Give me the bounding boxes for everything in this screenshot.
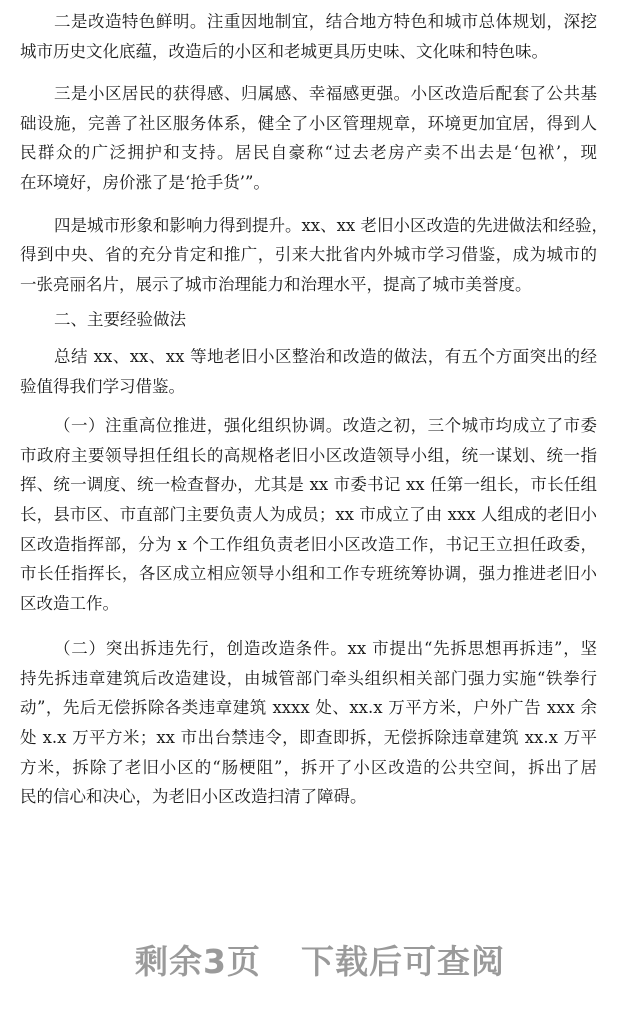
text-line: 动”，先后无偿拆除各类违章建筑 xxxx 处、xx.x 万平方米，户外广告 xxx 余 (20, 698, 597, 718)
text-line: 得到中央、省的充分肯定和推广，引来大批省内外城市学习借鉴，成为城市的 (20, 245, 597, 265)
paragraph (20, 342, 597, 401)
text-line: 区改造指挥部，分为 x 个工作组负责老旧小区改造工作，书记王立担任政委， (20, 534, 597, 554)
text-line: 方米，拆除了老旧小区的“肠梗阻”，拆开了小区改造的公共空间，拆出了居 (20, 757, 597, 777)
text-line: 民群众的广泛拥护和支持。居民自豪称“过去老房产卖不出去是‘包袱’，现 (20, 143, 597, 163)
document-body (20, 7, 608, 812)
paragraph (20, 211, 608, 300)
text-line: 二是改造特色鲜明。注重因地制宜，结合地方特色和城市总体规划，深挖 (54, 12, 597, 31)
text-line: 处 x.x 万平方米；xx 市出台禁违令，即查即拆，无偿拆除违章建筑 xx.x 万平 (20, 728, 597, 748)
paragraph (20, 79, 597, 197)
text-line: 一张亮丽名片，展示了城市治理能力和治理水平，提高了城市美誉度。 (20, 274, 532, 294)
paragraph (20, 634, 597, 812)
text-line: 在环境好，房价涨了是‘抢手货’”。 (20, 172, 270, 192)
text-line: 持先拆违章建筑后改造建设，由城管部门牵头组织相关部门强力实施“铁拳行 (20, 668, 597, 688)
text-line: 总结 xx、xx、xx 等地老旧小区整治和改造的做法，有五个方面突出的经 (54, 346, 597, 366)
section-heading (20, 305, 597, 335)
text-line: 城市历史文化底蕴，改造后的小区和老城更具历史味、文化味和特色味。 (20, 41, 548, 61)
text-line: 二、主要经验做法 (54, 310, 186, 330)
text-line: 区改造工作。 (20, 593, 119, 613)
text-line: 四是城市形象和影响力得到提升。xx、xx 老旧小区改造的先进做法和经验， (54, 215, 608, 235)
text-line: 长，县市区、市直部门主要负责人为成员；xx 市成立了由 xxx 人组成的老旧小 (20, 504, 597, 524)
download-banner[interactable] (0, 936, 640, 983)
text-line: （二）突出拆违先行，创造改造条件。xx 市提出“先拆思想再拆违”，坚 (54, 639, 597, 659)
text-line: 验值得我们学习借鉴。 (20, 376, 185, 396)
text-line: 础设施，完善了社区服务体系，健全了小区管理规章，环境更加宜居，得到人 (20, 113, 597, 133)
text-line: 挥、统一调度、统一检查督办，尤其是 xx 市委书记 xx 任第一组长，市长任组 (20, 475, 597, 495)
text-line: 市长任指挥长，各区成立相应领导小组和工作专班统筹协调，强力推进老旧小 (20, 564, 597, 584)
download-prompt-label[interactable]: 下载后可查阅 (300, 942, 505, 981)
text-line: 市政府主要领导担任组长的高规格老旧小区改造领导小组，统一谋划、统一指 (20, 445, 597, 465)
paragraph (20, 411, 597, 618)
paragraph (20, 7, 597, 66)
text-line: 三是小区居民的获得感、归属感、幸福感更强。小区改造后配套了公共基 (54, 84, 597, 104)
remaining-pages-label: 剩余3页 (135, 942, 261, 981)
text-line: （一）注重高位推进，强化组织协调。改造之初，三个城市均成立了市委 (54, 416, 597, 436)
text-line: 民的信心和决心，为老旧小区改造扫清了障碍。 (20, 787, 367, 807)
